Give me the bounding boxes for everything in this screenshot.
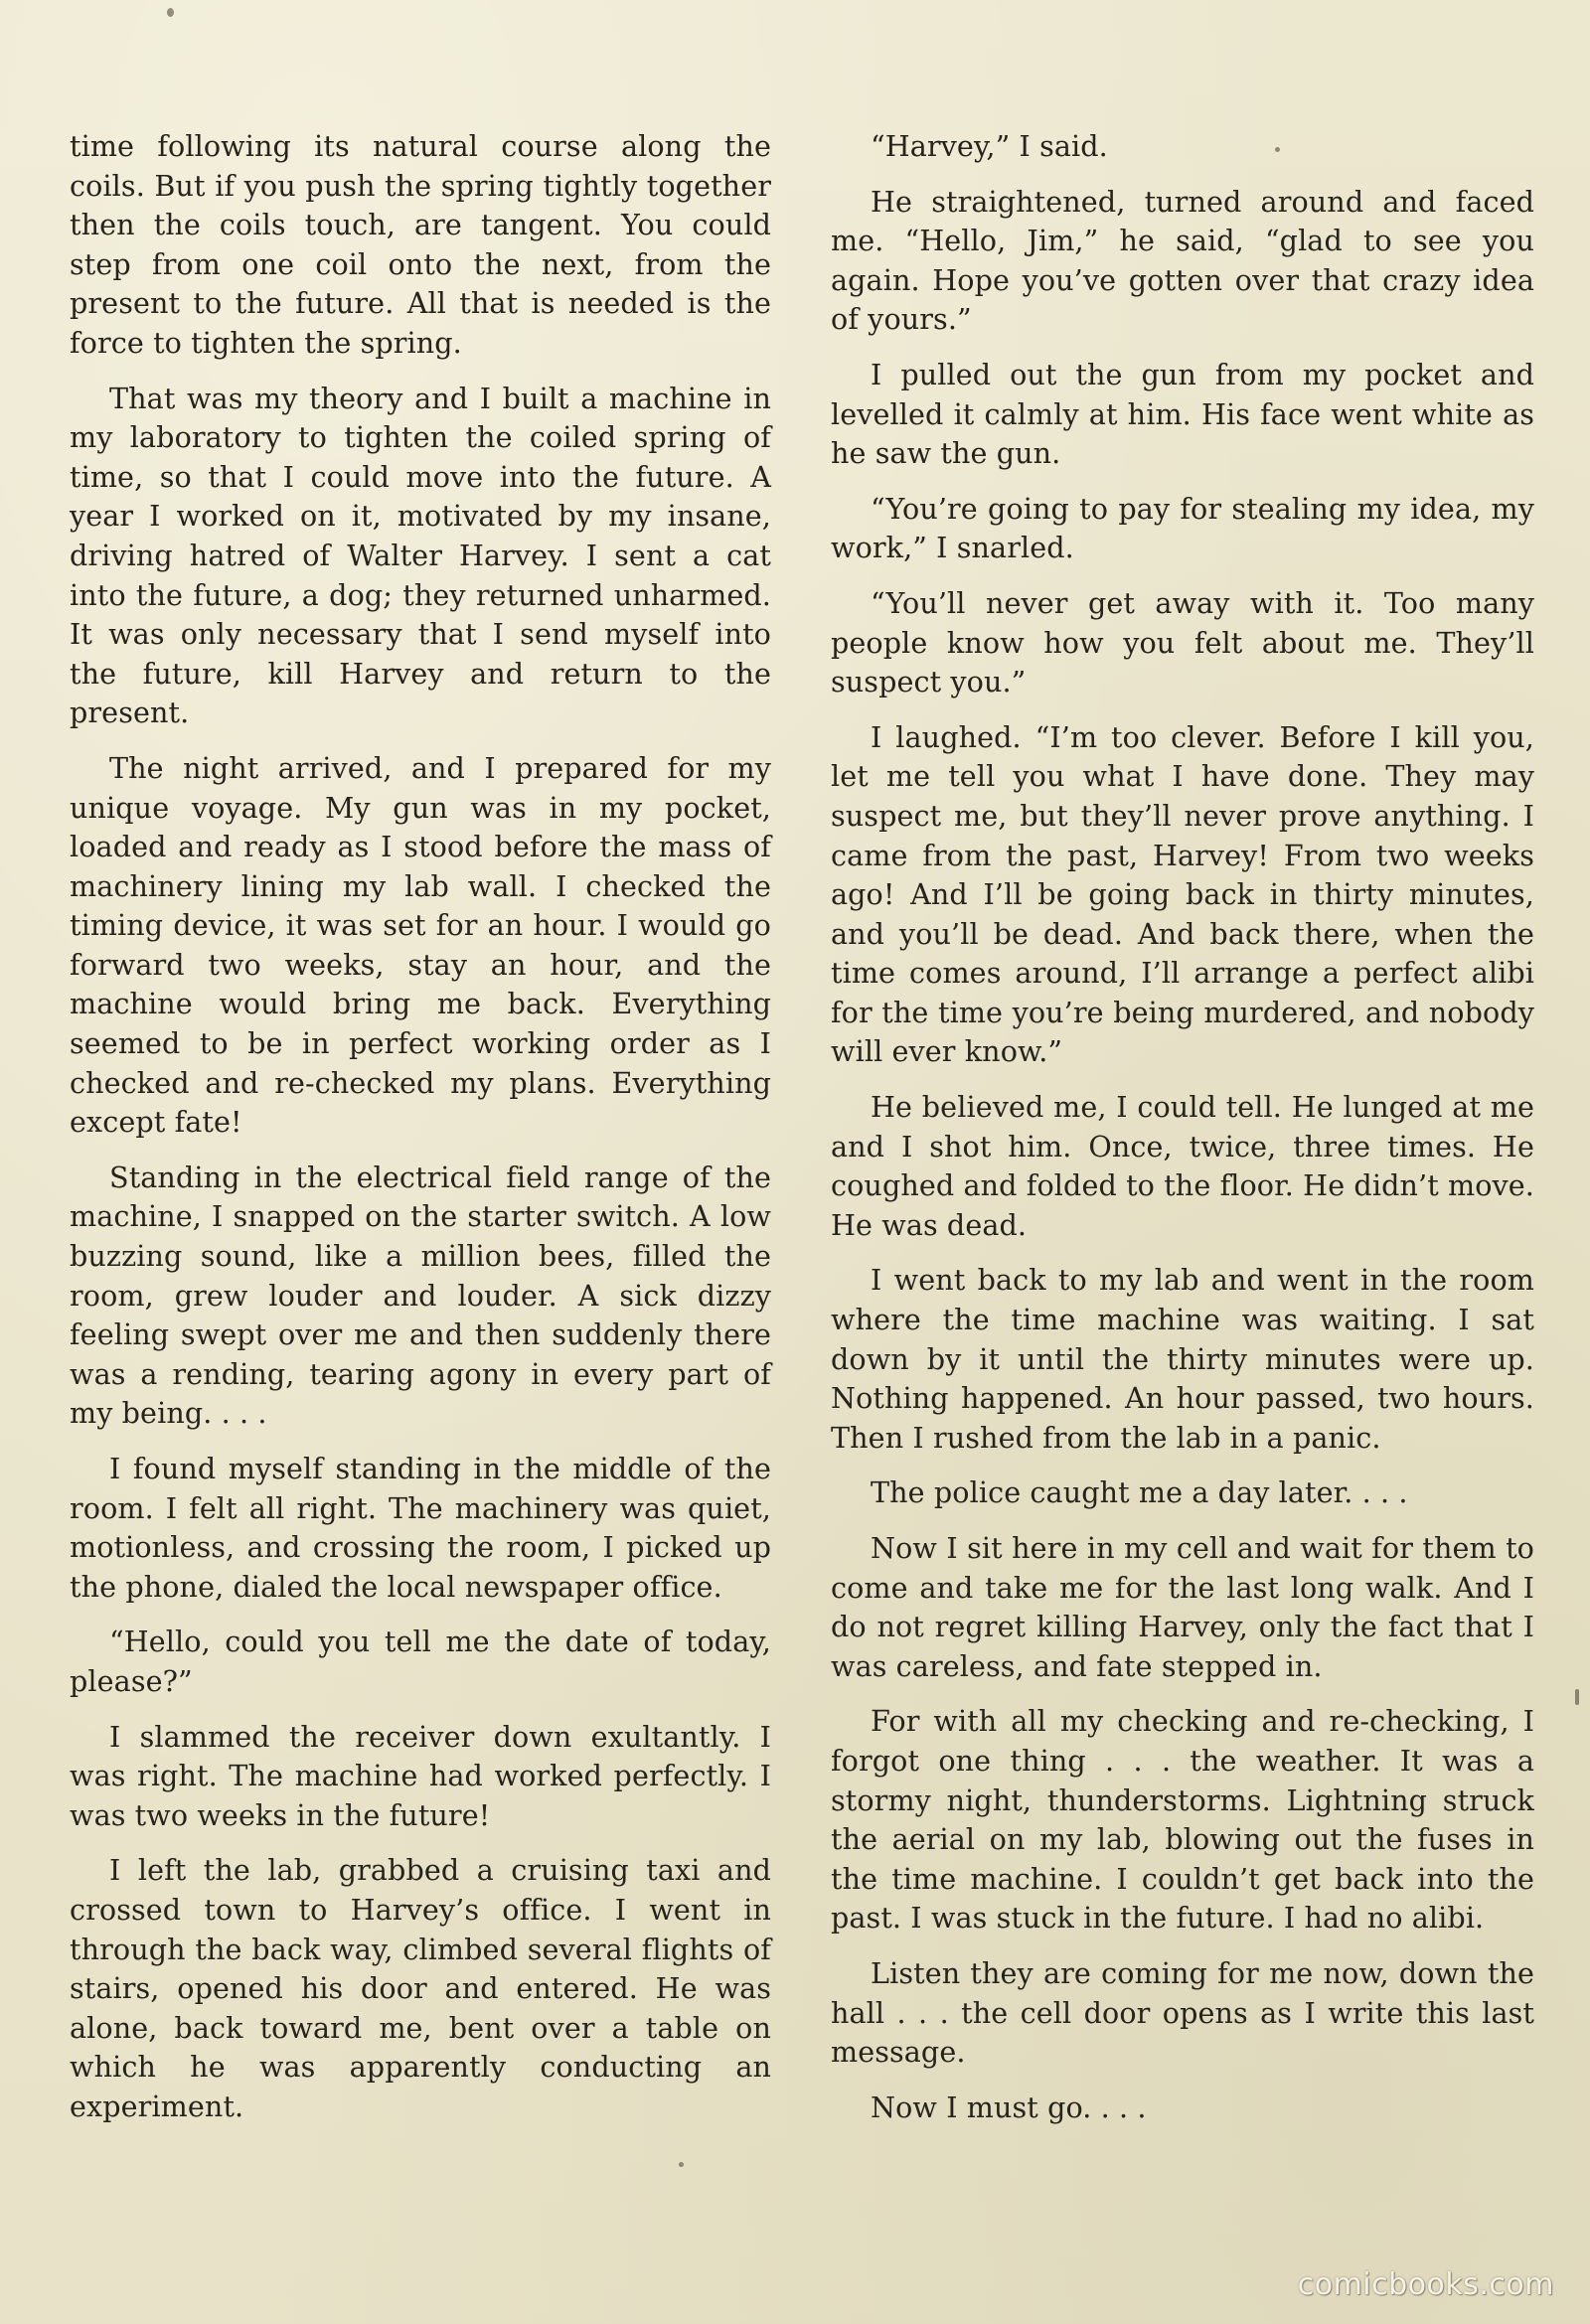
story-paragraph: I laughed. “I’m too clever. Before I kill you, let me tell you what I have done. They may suspect me, but they’ll never prove anything. I came from the past, Harvey! From two weeks ago! And I’ll be going back in thirty minutes, and you’ll be dead. And back there, when the time comes around, I’ll arrange a perfect alibi for the time you’re being murdered, and nobody will ever know.” xyxy=(831,719,1534,1069)
story-paragraph: “Hello, could you tell me the date of today, please?” xyxy=(70,1625,771,1698)
paper-speck xyxy=(679,2162,684,2167)
story-paragraph: “You’ll never get away with it. Too many people know how you felt about me. They’ll suspect you.” xyxy=(831,585,1534,699)
story-paragraph: The night arrived, and I prepared for my unique voyage. My gun was in my pocket, loaded and ready as I stood before the mass of machinery lining my lab wall. I checked the timing device, it was set for an hour. I would go forward two weeks, stay an hour, and the machine would bring me back. Everything seemed to be in perfect working order as I checked and re-checked my plans. Everything except fate! xyxy=(70,750,771,1140)
story-paragraph: He believed me, I could tell. He lunged at me and I shot him. Once, twice, three times. He coughed and folded to the floor. He didn’t move. He was dead. xyxy=(831,1090,1534,1242)
story-paragraph: time following its natural course along the coils. But if you push the spring tightly together then the coils touch, are tangent. You could step from one coil onto the next, from the present to the future. All that is needed is the force to tighten the spring. xyxy=(70,129,771,360)
paper-speck xyxy=(1575,1689,1579,1705)
story-paragraph: He straightened, turned around and faced me. “Hello, Jim,” he said, “glad to see you again. Hope you’ve gotten over that crazy idea of yours.” xyxy=(831,184,1534,337)
paper-speck xyxy=(1275,147,1280,152)
story-paragraph: I went back to my lab and went in the room where the time machine was waiting. I sat down by it until the thirty minutes were up. Nothing happened. An hour passed, two hours. Then I rushed from the lab in a panic. xyxy=(831,1263,1534,1455)
left-text-column xyxy=(70,127,771,2143)
story-paragraph: I left the lab, grabbed a cruising taxi and crossed town to Harvey’s office. I went in through the back way, climbed several flights of stairs, opened his door and entered. He was alone, back toward me, bent over a table on which he was apparently conducting an experiment. xyxy=(70,1853,771,2123)
story-paragraph: Now I sit here in my cell and wait for them to come and take me for the last long walk. And I do not regret killing Harvey, only the fact that I was careless, and fate stepped in. xyxy=(831,1531,1534,1683)
story-paragraph: That was my theory and I built a machine in my laboratory to tighten the coiled spring of time, so that I could move into the future. A year I worked on it, motivated by my insane, driving hatred of Walter Harvey. I sent a cat into the future, a dog; they returned unharmed. It was only necessary that I send myself into the future, kill Harvey and return to the present. xyxy=(70,381,771,730)
site-watermark: comicbooks.com xyxy=(1297,2267,1554,2302)
story-paragraph: Listen they are coming for me now, down the hall . . . the cell door opens as I write this last message. xyxy=(831,1955,1534,2070)
story-paragraph: Standing in the electrical field range of the machine, I snapped on the starter switch. A low buzzing sound, like a million bees, filled the room, grew louder and louder. A sick dizzy feeling swept over me and then suddenly there was a rending, tearing agony in every part of my being. . . . xyxy=(70,1160,771,1431)
story-paragraph: I slammed the receiver down exultantly. I was right. The machine had worked perfectly. I was two weeks in the future! xyxy=(70,1719,771,1832)
paper-speck xyxy=(167,8,174,17)
story-paragraph: For with all my checking and re-checking, I forgot one thing . . . the weather. It was a stormy night, thunderstorms. Lightning struck the aerial on my lab, blowing out the fuses in the time machine. I couldn’t get back into the past. I was stuck in the future. I had no alibi. xyxy=(831,1704,1534,1936)
story-paragraph: “Harvey,” I said. xyxy=(871,129,1108,163)
right-text-column xyxy=(831,127,1534,2143)
story-paragraph: Now I must go. . . . xyxy=(871,2090,1147,2124)
story-paragraph: The police caught me a day later. . . . xyxy=(871,1475,1408,1510)
story-paragraph: I pulled out the gun from my pocket and levelled it calmly at him. His face went white as he saw the gun. xyxy=(831,357,1534,471)
story-paragraph: I found myself standing in the middle of the room. I felt all right. The machinery was quiet, motionless, and crossing the room, I picked up the phone, dialed the local newspaper office. xyxy=(70,1452,771,1604)
story-paragraph: “You’re going to pay for stealing my idea, my work,” I snarled. xyxy=(831,491,1534,565)
